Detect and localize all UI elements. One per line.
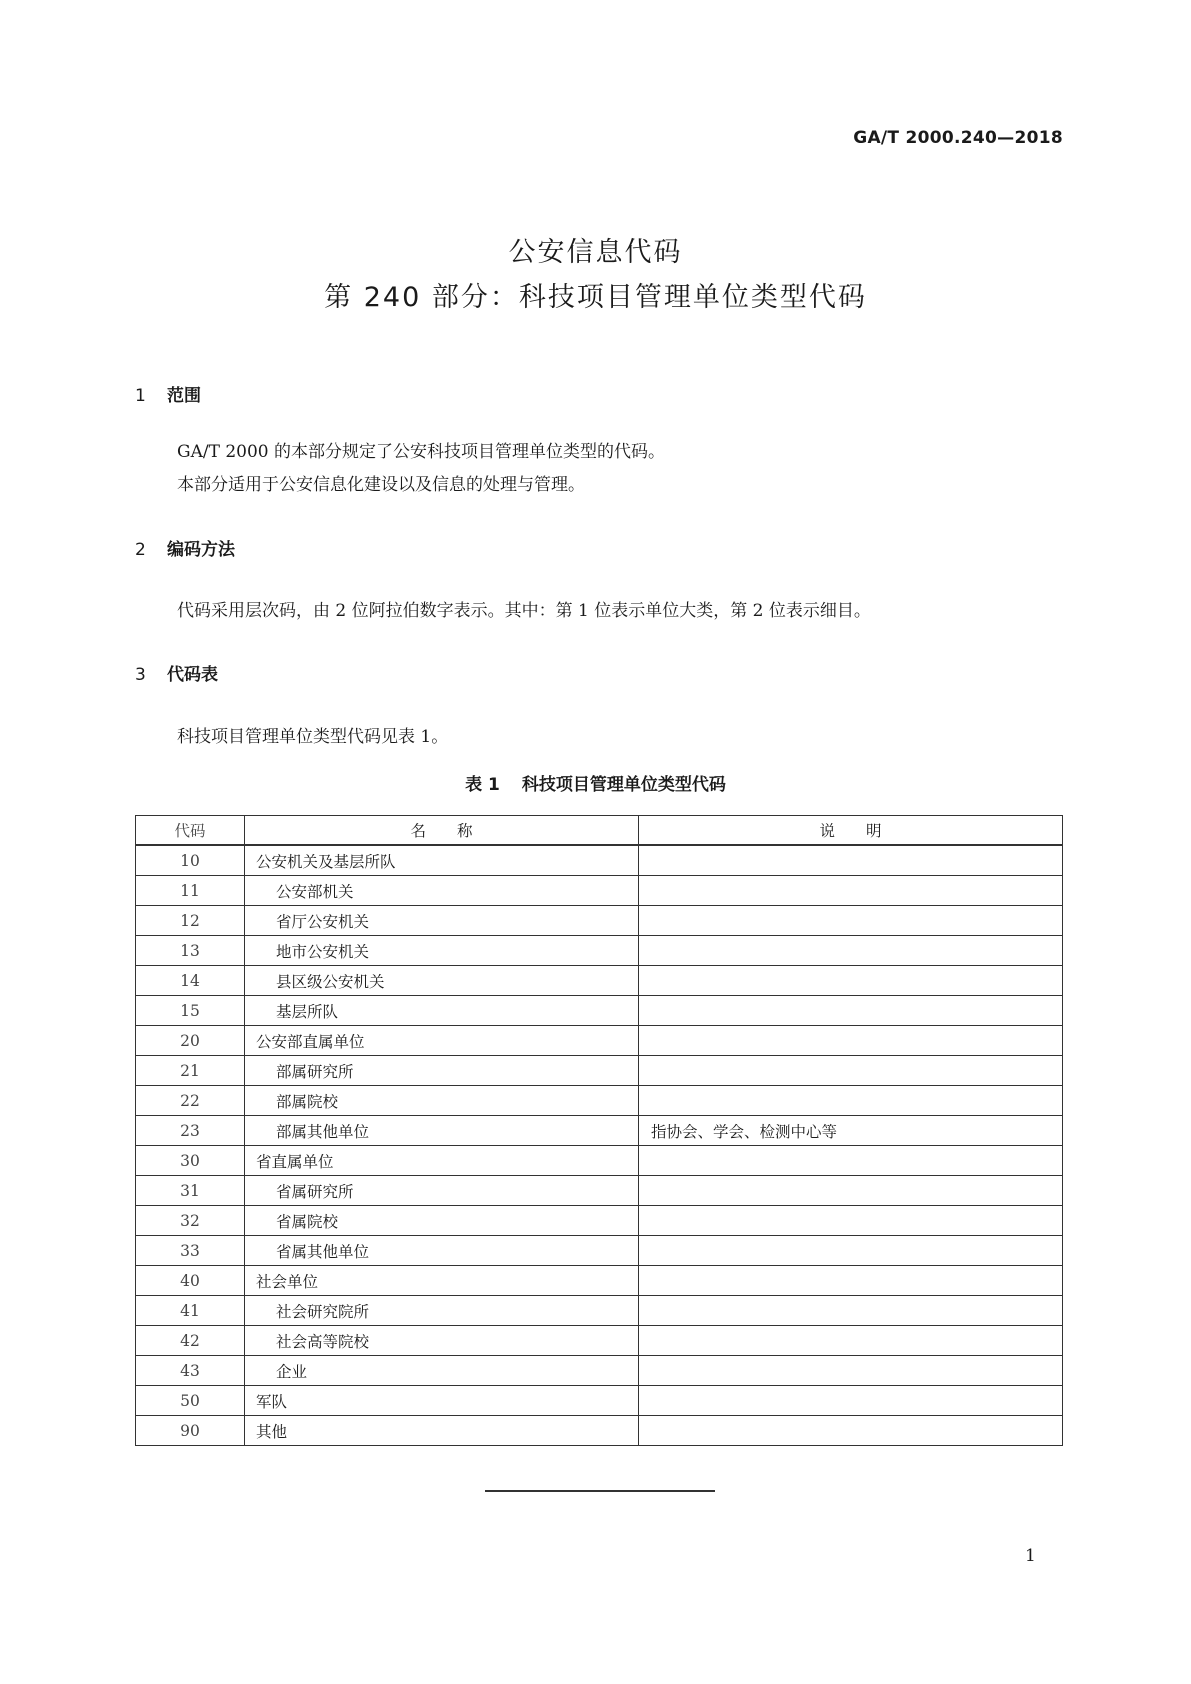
cell-name: 省直属单位 bbox=[245, 1146, 639, 1176]
cell-code: 20 bbox=[136, 1026, 245, 1056]
cell-desc bbox=[639, 1416, 1063, 1446]
section-title: 代码表 bbox=[167, 665, 218, 685]
table-row bbox=[136, 1176, 1063, 1206]
cell-name: 省属其他单位 bbox=[245, 1236, 639, 1266]
cell-name: 部属研究所 bbox=[245, 1056, 639, 1086]
table-row bbox=[136, 1236, 1063, 1266]
table-row bbox=[136, 1416, 1063, 1446]
cell-code: 40 bbox=[136, 1266, 245, 1296]
cell-code: 13 bbox=[136, 936, 245, 966]
table-row bbox=[136, 1326, 1063, 1356]
table-row bbox=[136, 906, 1063, 936]
cell-name: 地市公安机关 bbox=[245, 936, 639, 966]
cell-desc bbox=[639, 1176, 1063, 1206]
cell-desc bbox=[639, 906, 1063, 936]
cell-desc bbox=[639, 1386, 1063, 1416]
cell-name: 公安部机关 bbox=[245, 876, 639, 906]
cell-desc bbox=[639, 1326, 1063, 1356]
section-title: 范围 bbox=[167, 386, 201, 406]
cell-name: 部属其他单位 bbox=[245, 1116, 639, 1146]
cell-desc bbox=[639, 1086, 1063, 1116]
cell-code: 30 bbox=[136, 1146, 245, 1176]
section-number: 3 bbox=[135, 665, 146, 685]
cell-name: 企业 bbox=[245, 1356, 639, 1386]
table-header-row bbox=[136, 816, 1063, 846]
cell-name: 社会高等院校 bbox=[245, 1326, 639, 1356]
cell-name: 省厅公安机关 bbox=[245, 906, 639, 936]
cell-name: 县区级公安机关 bbox=[245, 966, 639, 996]
cell-desc bbox=[639, 996, 1063, 1026]
cell-code: 31 bbox=[136, 1176, 245, 1206]
document-subtitle: 第 240 部分：科技项目管理单位类型代码 bbox=[324, 282, 867, 313]
cell-code: 15 bbox=[136, 996, 245, 1026]
cell-name: 军队 bbox=[245, 1386, 639, 1416]
section-number: 1 bbox=[135, 386, 146, 406]
document-title: 公安信息代码 bbox=[508, 237, 683, 268]
cell-name: 部属院校 bbox=[245, 1086, 639, 1116]
cell-code: 41 bbox=[136, 1296, 245, 1326]
cell-desc bbox=[639, 1356, 1063, 1386]
page-number: 1 bbox=[1025, 1546, 1036, 1566]
cell-code: 43 bbox=[136, 1356, 245, 1386]
cell-code: 14 bbox=[136, 966, 245, 996]
cell-code: 10 bbox=[136, 845, 245, 876]
section-title: 编码方法 bbox=[167, 540, 235, 560]
table-row bbox=[136, 936, 1063, 966]
table-caption bbox=[0, 770, 1191, 795]
cell-code: 23 bbox=[136, 1116, 245, 1146]
table-row bbox=[136, 1026, 1063, 1056]
table-row bbox=[136, 1266, 1063, 1296]
table-row bbox=[136, 876, 1063, 906]
column-header-desc: 说 明 bbox=[639, 816, 1063, 846]
end-rule bbox=[485, 1490, 715, 1492]
cell-name: 公安机关及基层所队 bbox=[245, 845, 639, 876]
table-row bbox=[136, 1206, 1063, 1236]
table-row bbox=[136, 1296, 1063, 1326]
cell-desc bbox=[639, 1146, 1063, 1176]
paragraph-method-1: 代码采用层次码，由 2 位阿拉伯数字表示。其中：第 1 位表示单位大类，第 2 位表示细目。 bbox=[177, 601, 871, 621]
table-row bbox=[136, 1056, 1063, 1086]
cell-desc bbox=[639, 966, 1063, 996]
table-row bbox=[136, 1116, 1063, 1146]
section-heading-scope bbox=[135, 381, 201, 406]
paragraph-scope-1: GA/T 2000 的本部分规定了公安科技项目管理单位类型的代码。 bbox=[177, 442, 665, 462]
cell-desc bbox=[639, 1056, 1063, 1086]
table-row bbox=[136, 845, 1063, 876]
table-row bbox=[136, 966, 1063, 996]
cell-name: 社会单位 bbox=[245, 1266, 639, 1296]
cell-name: 省属研究所 bbox=[245, 1176, 639, 1206]
cell-code: 42 bbox=[136, 1326, 245, 1356]
cell-desc bbox=[639, 876, 1063, 906]
cell-code: 90 bbox=[136, 1416, 245, 1446]
table-row bbox=[136, 1386, 1063, 1416]
cell-desc bbox=[639, 1236, 1063, 1266]
table-row bbox=[136, 1356, 1063, 1386]
cell-desc bbox=[639, 1026, 1063, 1056]
cell-code: 50 bbox=[136, 1386, 245, 1416]
column-header-code: 代码 bbox=[136, 816, 245, 846]
cell-code: 32 bbox=[136, 1206, 245, 1236]
standard-number: GA/T 2000.240—2018 bbox=[853, 128, 1063, 148]
cell-name: 省属院校 bbox=[245, 1206, 639, 1236]
cell-desc bbox=[639, 845, 1063, 876]
section-heading-code-table bbox=[135, 660, 218, 685]
table-caption-label: 表 1 bbox=[465, 775, 500, 795]
cell-name: 其他 bbox=[245, 1416, 639, 1446]
table-row bbox=[136, 1086, 1063, 1116]
cell-name: 公安部直属单位 bbox=[245, 1026, 639, 1056]
section-number: 2 bbox=[135, 540, 146, 560]
code-table bbox=[135, 815, 1063, 1446]
cell-code: 11 bbox=[136, 876, 245, 906]
table-caption-title: 科技项目管理单位类型代码 bbox=[521, 775, 726, 795]
cell-code: 21 bbox=[136, 1056, 245, 1086]
cell-code: 12 bbox=[136, 906, 245, 936]
column-header-name: 名 称 bbox=[245, 816, 639, 846]
cell-name: 基层所队 bbox=[245, 996, 639, 1026]
cell-code: 33 bbox=[136, 1236, 245, 1266]
table-row bbox=[136, 1146, 1063, 1176]
cell-desc bbox=[639, 936, 1063, 966]
cell-name: 社会研究院所 bbox=[245, 1296, 639, 1326]
cell-desc bbox=[639, 1266, 1063, 1296]
cell-desc bbox=[639, 1296, 1063, 1326]
cell-desc: 指协会、学会、检测中心等 bbox=[639, 1116, 1063, 1146]
cell-desc bbox=[639, 1206, 1063, 1236]
cell-code: 22 bbox=[136, 1086, 245, 1116]
paragraph-table-ref: 科技项目管理单位类型代码见表 1。 bbox=[177, 727, 449, 747]
section-heading-method bbox=[135, 535, 235, 560]
table-row bbox=[136, 996, 1063, 1026]
paragraph-scope-2: 本部分适用于公安信息化建设以及信息的处理与管理。 bbox=[177, 475, 585, 495]
